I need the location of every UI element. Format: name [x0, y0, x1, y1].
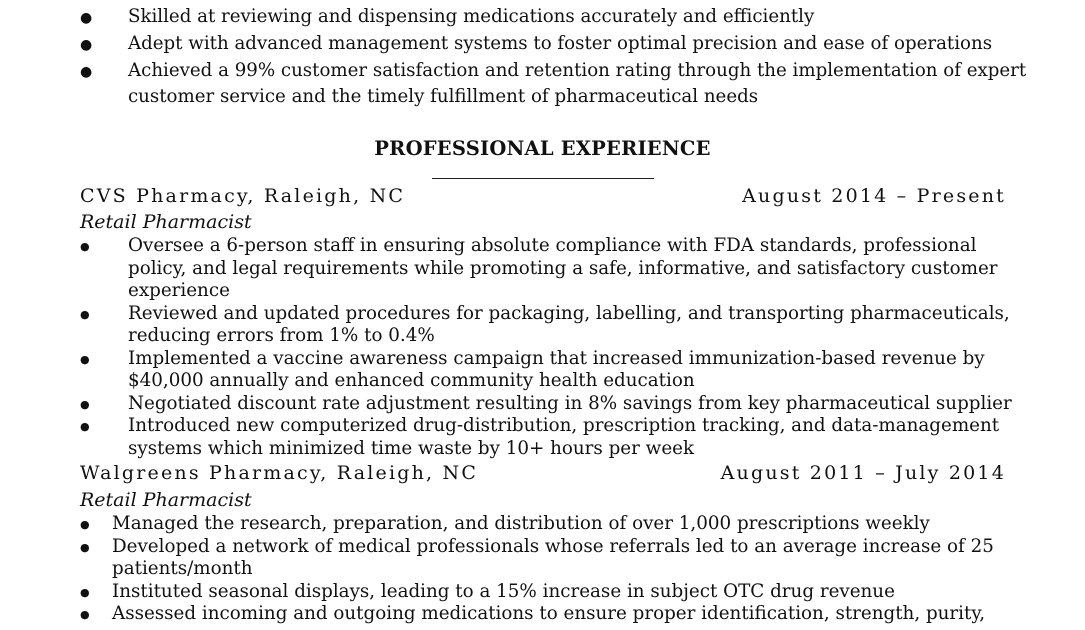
bullet-icon: ● — [80, 608, 90, 621]
employer-name: Walgreens Pharmacy, Raleigh, NC — [80, 462, 479, 484]
job-bullet-text: Implemented a vaccine awareness campaign that increased immunization-based revenue by $40,000 annually and enhanced community health education — [128, 347, 985, 391]
bullet-icon: ● — [80, 420, 90, 433]
job-bullet-text: Negotiated discount rate adjustment resulting in 8% savings from key pharmaceutical supplier — [128, 392, 1012, 414]
job-bullet-text: Developed a network of medical professionals whose referrals led to an average increase of 25 patients/month — [112, 535, 994, 579]
list-item — [80, 58, 1040, 110]
summary-bullet-text: Adept with advanced management systems to foster optimal precision and ease of operations — [128, 33, 993, 54]
list-item — [80, 581, 1040, 604]
job-header-walgreens — [80, 462, 1006, 484]
list-item — [80, 603, 1040, 626]
list-item — [80, 393, 1040, 416]
list-item — [80, 31, 1040, 57]
list-item — [80, 513, 1040, 536]
bullet-icon: ● — [80, 540, 90, 554]
summary-bullet-text: Achieved a 99% customer satisfaction and retention rating through the implementation of expert customer service and the timely fulfillment of pharmaceutical needs — [128, 60, 1027, 107]
list-item — [80, 348, 1040, 393]
job-header-cvs — [80, 185, 1006, 207]
bullet-icon: ● — [80, 240, 90, 253]
job-bullet-text: Reviewed and updated procedures for packaging, labelling, and transporting pharmaceuticals, reducing errors from 1% to 0.4% — [128, 302, 1010, 346]
job-bullet-text: Assessed incoming and outgoing medications to ensure proper identification, strength, purity, — [112, 603, 986, 624]
list-item — [80, 303, 1040, 348]
job-bullets-cvs — [80, 235, 1040, 460]
list-item — [80, 4, 1040, 30]
employer-name: CVS Pharmacy, Raleigh, NC — [80, 185, 406, 207]
employment-dates: August 2014 – Present — [742, 185, 1006, 207]
section-heading-experience: PROFESSIONAL EXPERIENCE — [374, 137, 711, 160]
job-bullets-walgreens — [80, 513, 1040, 626]
list-item — [80, 235, 1040, 303]
bullet-icon: ● — [80, 64, 93, 80]
job-title: Retail Pharmacist — [80, 211, 252, 233]
summary-list — [80, 4, 1040, 111]
job-bullet-text: Managed the research, preparation, and distribution of over 1,000 prescriptions weekly — [112, 513, 930, 534]
list-item — [80, 536, 1040, 581]
bullet-icon: ● — [80, 37, 93, 53]
bullet-icon: ● — [80, 10, 93, 26]
bullet-icon: ● — [80, 307, 90, 321]
job-bullet-text: Oversee a 6-person staff in ensuring absolute compliance with FDA standards, professional policy, and legal requirements while promoting a safe, informative, and satisfactory customer experience — [128, 235, 998, 301]
employment-dates: August 2011 – July 2014 — [720, 462, 1006, 484]
bullet-icon: ● — [80, 397, 90, 411]
job-bullet-text: Introduced new computerized drug-distribution, prescription tracking, and data-management systems which minimized time waste by 10+ hours per week — [128, 415, 1000, 459]
bullet-icon: ● — [80, 585, 90, 599]
bullet-icon: ● — [80, 352, 90, 366]
job-bullet-text: Instituted seasonal displays, leading to a 15% increase in subject OTC drug revenue — [112, 580, 895, 602]
summary-bullet-text: Skilled at reviewing and dispensing medications accurately and efficiently — [128, 6, 815, 27]
job-title: Retail Pharmacist — [80, 489, 252, 511]
bullet-icon: ● — [80, 518, 90, 531]
section-divider — [432, 178, 654, 179]
list-item — [80, 415, 1040, 460]
